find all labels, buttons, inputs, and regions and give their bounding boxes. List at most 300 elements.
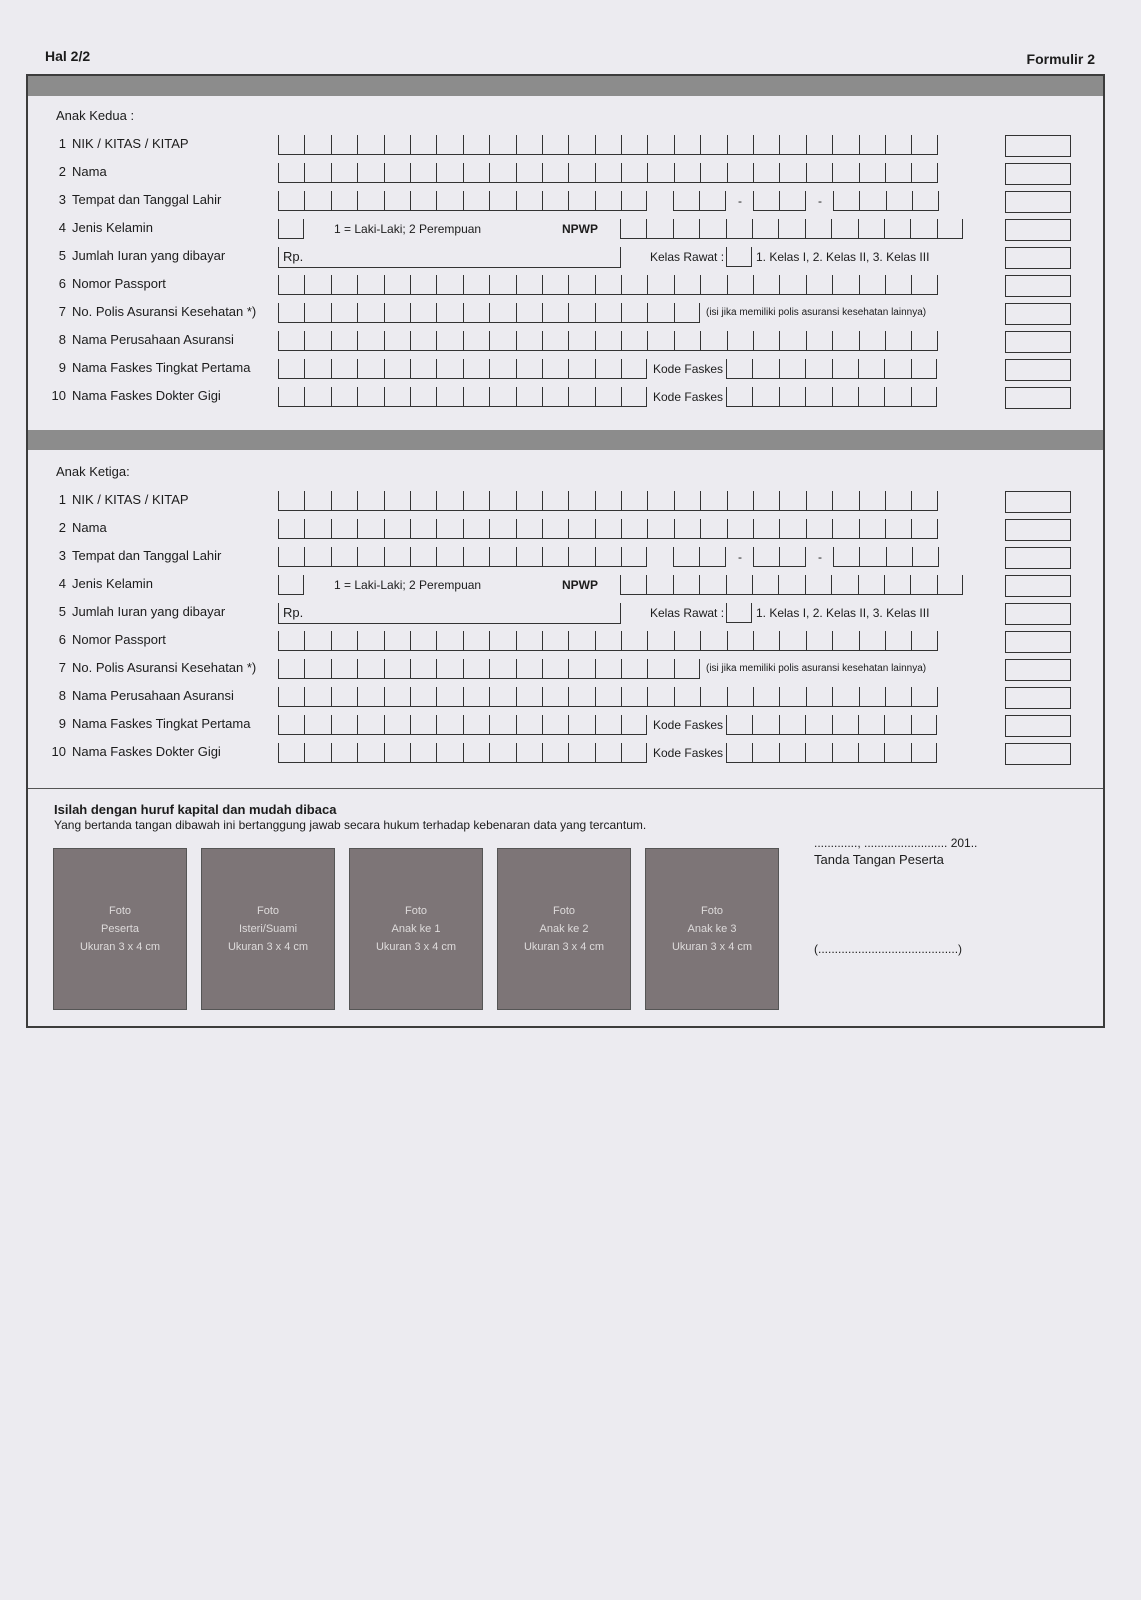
char-box[interactable] (911, 631, 937, 651)
char-box[interactable] (911, 491, 937, 511)
char-box[interactable] (858, 575, 884, 595)
checklist-box[interactable] (1005, 519, 1071, 541)
char-box[interactable] (699, 547, 725, 567)
char-box[interactable] (463, 715, 489, 735)
char-box[interactable] (542, 359, 568, 379)
char-box[interactable] (463, 359, 489, 379)
checklist-box[interactable] (1005, 359, 1071, 381)
char-box[interactable] (542, 387, 568, 407)
char-box[interactable] (410, 163, 436, 183)
birth-month-boxes[interactable] (753, 191, 806, 211)
char-box[interactable] (304, 547, 330, 567)
char-box[interactable] (621, 715, 647, 735)
char-box[interactable] (331, 687, 357, 707)
char-box[interactable] (331, 275, 357, 295)
char-box[interactable] (516, 491, 542, 511)
char-box[interactable] (700, 631, 726, 651)
char-box[interactable] (700, 687, 726, 707)
char-box[interactable] (911, 687, 937, 707)
char-box[interactable] (699, 219, 725, 239)
char-box[interactable] (595, 387, 621, 407)
char-box[interactable] (304, 135, 330, 155)
char-box[interactable] (384, 547, 410, 567)
char-box[interactable] (858, 387, 884, 407)
char-box[interactable] (805, 715, 831, 735)
char-box[interactable] (595, 519, 621, 539)
char-box[interactable] (489, 275, 515, 295)
char-box[interactable] (568, 191, 594, 211)
char-box[interactable] (727, 331, 753, 351)
char-box[interactable] (278, 219, 304, 239)
char-box[interactable] (384, 163, 410, 183)
policy-number-boxes[interactable] (278, 303, 700, 323)
char-box[interactable] (911, 135, 937, 155)
char-box[interactable] (516, 359, 542, 379)
char-box[interactable] (779, 387, 805, 407)
char-box[interactable] (542, 743, 568, 763)
char-box[interactable] (568, 135, 594, 155)
char-box[interactable] (753, 191, 779, 211)
char-box[interactable] (357, 743, 383, 763)
char-box[interactable] (884, 575, 910, 595)
char-box[interactable] (410, 659, 436, 679)
char-box[interactable] (304, 275, 330, 295)
char-box[interactable] (595, 715, 621, 735)
char-box[interactable] (516, 191, 542, 211)
char-box[interactable] (436, 163, 462, 183)
char-box[interactable] (805, 575, 831, 595)
char-box[interactable] (885, 163, 911, 183)
char-box[interactable] (753, 331, 779, 351)
char-box[interactable] (595, 191, 621, 211)
char-box[interactable] (410, 303, 436, 323)
char-box[interactable] (384, 519, 410, 539)
char-box[interactable] (884, 219, 910, 239)
char-box[interactable] (331, 743, 357, 763)
char-box[interactable] (647, 519, 673, 539)
char-box[interactable] (806, 135, 832, 155)
char-box[interactable] (779, 135, 805, 155)
char-box[interactable] (410, 687, 436, 707)
char-box[interactable] (436, 715, 462, 735)
char-box[interactable] (779, 191, 805, 211)
char-box[interactable] (727, 163, 753, 183)
char-box[interactable] (357, 275, 383, 295)
char-box[interactable] (832, 743, 858, 763)
char-box[interactable] (910, 575, 936, 595)
char-box[interactable] (278, 275, 304, 295)
char-box[interactable] (304, 743, 330, 763)
char-box[interactable] (805, 219, 831, 239)
char-box[interactable] (384, 687, 410, 707)
char-box[interactable] (621, 359, 647, 379)
checklist-box[interactable] (1005, 659, 1071, 681)
char-box[interactable] (304, 715, 330, 735)
char-box[interactable] (568, 743, 594, 763)
char-box[interactable] (832, 687, 858, 707)
char-box[interactable] (832, 387, 858, 407)
char-box[interactable] (516, 631, 542, 651)
char-box[interactable] (700, 331, 726, 351)
char-box[interactable] (726, 219, 752, 239)
char-box[interactable] (646, 575, 672, 595)
char-box[interactable] (278, 331, 304, 351)
char-box[interactable] (621, 331, 647, 351)
char-box[interactable] (832, 163, 858, 183)
char-box[interactable] (595, 303, 621, 323)
birth-day-boxes[interactable] (673, 191, 726, 211)
char-box[interactable] (673, 575, 699, 595)
kelas-rawat-box[interactable] (726, 603, 752, 623)
char-box[interactable] (621, 519, 647, 539)
char-box[interactable] (752, 359, 778, 379)
char-box[interactable] (595, 135, 621, 155)
char-box[interactable] (463, 519, 489, 539)
char-box[interactable] (779, 715, 805, 735)
char-box[interactable] (357, 359, 383, 379)
char-box[interactable] (595, 275, 621, 295)
checklist-box[interactable] (1005, 303, 1071, 325)
char-box[interactable] (357, 135, 383, 155)
policy-number-boxes[interactable] (278, 659, 700, 679)
char-box[interactable] (489, 547, 515, 567)
char-box[interactable] (542, 547, 568, 567)
char-box[interactable] (647, 659, 673, 679)
char-box[interactable] (331, 659, 357, 679)
char-box[interactable] (516, 275, 542, 295)
char-box[interactable] (726, 387, 752, 407)
char-box[interactable] (357, 331, 383, 351)
char-box[interactable] (463, 331, 489, 351)
char-box[interactable] (410, 135, 436, 155)
char-box[interactable] (331, 547, 357, 567)
char-box[interactable] (516, 387, 542, 407)
char-box[interactable] (779, 163, 805, 183)
char-box[interactable] (674, 659, 700, 679)
char-box[interactable] (621, 303, 647, 323)
iuran-input[interactable]: Rp. (278, 247, 621, 268)
char-box[interactable] (568, 387, 594, 407)
char-box[interactable] (699, 575, 725, 595)
char-box[interactable] (357, 715, 383, 735)
char-box[interactable] (384, 303, 410, 323)
char-box[interactable] (831, 219, 857, 239)
char-box[interactable] (647, 631, 673, 651)
char-box[interactable] (489, 387, 515, 407)
kode-faskes-boxes[interactable] (726, 387, 937, 407)
char-box[interactable] (568, 491, 594, 511)
char-box[interactable] (674, 331, 700, 351)
checklist-box[interactable] (1005, 743, 1071, 765)
char-box[interactable] (779, 687, 805, 707)
char-box[interactable] (568, 519, 594, 539)
char-box[interactable] (410, 519, 436, 539)
char-box[interactable] (436, 631, 462, 651)
char-box[interactable] (463, 659, 489, 679)
char-box[interactable] (304, 491, 330, 511)
char-box[interactable] (859, 135, 885, 155)
char-box[interactable] (410, 387, 436, 407)
char-box[interactable] (542, 491, 568, 511)
char-box[interactable] (595, 631, 621, 651)
char-box[interactable] (726, 603, 752, 623)
char-box[interactable] (646, 219, 672, 239)
char-box[interactable] (885, 275, 911, 295)
field-input-boxes[interactable] (278, 491, 938, 511)
char-box[interactable] (806, 631, 832, 651)
field-input-boxes[interactable] (278, 631, 938, 651)
char-box[interactable] (779, 519, 805, 539)
char-box[interactable] (832, 275, 858, 295)
char-box[interactable] (911, 387, 937, 407)
field-input-boxes[interactable] (278, 687, 938, 707)
field-input-boxes[interactable] (278, 135, 938, 155)
birth-day-boxes[interactable] (673, 547, 726, 567)
checklist-box[interactable] (1005, 135, 1071, 157)
char-box[interactable] (384, 135, 410, 155)
char-box[interactable] (700, 519, 726, 539)
char-box[interactable] (542, 163, 568, 183)
char-box[interactable] (859, 631, 885, 651)
char-box[interactable] (542, 303, 568, 323)
char-box[interactable] (410, 491, 436, 511)
char-box[interactable] (384, 715, 410, 735)
char-box[interactable] (410, 331, 436, 351)
char-box[interactable] (331, 303, 357, 323)
char-box[interactable] (436, 303, 462, 323)
char-box[interactable] (621, 135, 647, 155)
char-box[interactable] (436, 687, 462, 707)
char-box[interactable] (779, 359, 805, 379)
char-box[interactable] (489, 715, 515, 735)
char-box[interactable] (463, 135, 489, 155)
faskes-name-boxes[interactable] (278, 715, 647, 735)
char-box[interactable] (357, 547, 383, 567)
char-box[interactable] (832, 359, 858, 379)
char-box[interactable] (463, 547, 489, 567)
faskes-name-boxes[interactable] (278, 387, 647, 407)
char-box[interactable] (806, 163, 832, 183)
checklist-box[interactable] (1005, 247, 1071, 269)
char-box[interactable] (516, 659, 542, 679)
char-box[interactable] (542, 631, 568, 651)
char-box[interactable] (778, 219, 804, 239)
char-box[interactable] (859, 331, 885, 351)
npwp-boxes[interactable] (620, 575, 963, 595)
char-box[interactable] (726, 715, 752, 735)
char-box[interactable] (753, 275, 779, 295)
char-box[interactable] (410, 359, 436, 379)
char-box[interactable] (858, 219, 884, 239)
char-box[interactable] (278, 743, 304, 763)
char-box[interactable] (885, 519, 911, 539)
char-box[interactable] (727, 519, 753, 539)
char-box[interactable] (331, 519, 357, 539)
char-box[interactable] (806, 331, 832, 351)
char-box[interactable] (463, 191, 489, 211)
char-box[interactable] (674, 163, 700, 183)
char-box[interactable] (647, 135, 673, 155)
char-box[interactable] (752, 219, 778, 239)
char-box[interactable] (753, 135, 779, 155)
char-box[interactable] (568, 303, 594, 323)
char-box[interactable] (700, 275, 726, 295)
char-box[interactable] (673, 191, 699, 211)
char-box[interactable] (727, 687, 753, 707)
char-box[interactable] (304, 631, 330, 651)
char-box[interactable] (568, 163, 594, 183)
char-box[interactable] (859, 491, 885, 511)
char-box[interactable] (489, 163, 515, 183)
char-box[interactable] (384, 631, 410, 651)
char-box[interactable] (911, 275, 937, 295)
kode-faskes-boxes[interactable] (726, 715, 937, 735)
char-box[interactable] (489, 743, 515, 763)
char-box[interactable] (779, 275, 805, 295)
char-box[interactable] (331, 163, 357, 183)
char-box[interactable] (674, 303, 700, 323)
char-box[interactable] (753, 631, 779, 651)
birth-year-boxes[interactable] (833, 191, 939, 211)
char-box[interactable] (489, 359, 515, 379)
char-box[interactable] (331, 387, 357, 407)
char-box[interactable] (726, 247, 752, 267)
char-box[interactable] (911, 331, 937, 351)
char-box[interactable] (304, 387, 330, 407)
char-box[interactable] (911, 743, 937, 763)
char-box[interactable] (727, 491, 753, 511)
char-box[interactable] (884, 359, 910, 379)
char-box[interactable] (568, 359, 594, 379)
char-box[interactable] (859, 519, 885, 539)
char-box[interactable] (621, 163, 647, 183)
char-box[interactable] (621, 687, 647, 707)
checklist-box[interactable] (1005, 603, 1071, 625)
char-box[interactable] (516, 743, 542, 763)
char-box[interactable] (885, 331, 911, 351)
char-box[interactable] (621, 191, 647, 211)
char-box[interactable] (489, 491, 515, 511)
char-box[interactable] (859, 163, 885, 183)
char-box[interactable] (542, 687, 568, 707)
birthplace-boxes[interactable] (278, 547, 647, 567)
char-box[interactable] (463, 387, 489, 407)
char-box[interactable] (859, 191, 885, 211)
char-box[interactable] (647, 331, 673, 351)
char-box[interactable] (806, 275, 832, 295)
char-box[interactable] (726, 743, 752, 763)
char-box[interactable] (278, 163, 304, 183)
char-box[interactable] (779, 631, 805, 651)
field-input-boxes[interactable] (278, 519, 938, 539)
char-box[interactable] (911, 519, 937, 539)
char-box[interactable] (568, 275, 594, 295)
char-box[interactable] (463, 687, 489, 707)
char-box[interactable] (304, 163, 330, 183)
char-box[interactable] (410, 743, 436, 763)
kode-faskes-boxes[interactable] (726, 359, 937, 379)
checklist-box[interactable] (1005, 687, 1071, 709)
birthplace-boxes[interactable] (278, 191, 647, 211)
char-box[interactable] (674, 687, 700, 707)
char-box[interactable] (595, 331, 621, 351)
char-box[interactable] (436, 135, 462, 155)
checklist-box[interactable] (1005, 715, 1071, 737)
char-box[interactable] (621, 659, 647, 679)
char-box[interactable] (384, 387, 410, 407)
field-input-boxes[interactable] (278, 275, 938, 295)
char-box[interactable] (647, 163, 673, 183)
char-box[interactable] (357, 387, 383, 407)
char-box[interactable] (542, 191, 568, 211)
char-box[interactable] (753, 547, 779, 567)
char-box[interactable] (727, 631, 753, 651)
char-box[interactable] (700, 491, 726, 511)
char-box[interactable] (304, 191, 330, 211)
char-box[interactable] (726, 575, 752, 595)
char-box[interactable] (700, 135, 726, 155)
char-box[interactable] (410, 631, 436, 651)
char-box[interactable] (436, 191, 462, 211)
char-box[interactable] (621, 491, 647, 511)
char-box[interactable] (831, 575, 857, 595)
char-box[interactable] (436, 491, 462, 511)
kode-faskes-boxes[interactable] (726, 743, 937, 763)
char-box[interactable] (384, 659, 410, 679)
char-box[interactable] (858, 715, 884, 735)
char-box[interactable] (647, 303, 673, 323)
char-box[interactable] (278, 687, 304, 707)
char-box[interactable] (885, 491, 911, 511)
char-box[interactable] (912, 547, 938, 567)
char-box[interactable] (674, 631, 700, 651)
char-box[interactable] (410, 715, 436, 735)
char-box[interactable] (674, 135, 700, 155)
char-box[interactable] (833, 191, 859, 211)
char-box[interactable] (436, 387, 462, 407)
char-box[interactable] (832, 331, 858, 351)
char-box[interactable] (278, 491, 304, 511)
char-box[interactable] (542, 331, 568, 351)
checklist-box[interactable] (1005, 575, 1071, 597)
char-box[interactable] (859, 547, 885, 567)
char-box[interactable] (489, 191, 515, 211)
checklist-box[interactable] (1005, 191, 1071, 213)
char-box[interactable] (436, 275, 462, 295)
char-box[interactable] (489, 331, 515, 351)
checklist-box[interactable] (1005, 163, 1071, 185)
npwp-boxes[interactable] (620, 219, 963, 239)
char-box[interactable] (463, 631, 489, 651)
field-input-boxes[interactable] (278, 331, 938, 351)
char-box[interactable] (595, 491, 621, 511)
char-box[interactable] (278, 519, 304, 539)
char-box[interactable] (331, 331, 357, 351)
char-box[interactable] (278, 359, 304, 379)
char-box[interactable] (463, 491, 489, 511)
char-box[interactable] (568, 715, 594, 735)
checklist-box[interactable] (1005, 631, 1071, 653)
char-box[interactable] (568, 331, 594, 351)
char-box[interactable] (516, 519, 542, 539)
char-box[interactable] (884, 743, 910, 763)
char-box[interactable] (806, 519, 832, 539)
char-box[interactable] (304, 659, 330, 679)
char-box[interactable] (752, 743, 778, 763)
char-box[interactable] (278, 547, 304, 567)
char-box[interactable] (489, 687, 515, 707)
checklist-box[interactable] (1005, 275, 1071, 297)
